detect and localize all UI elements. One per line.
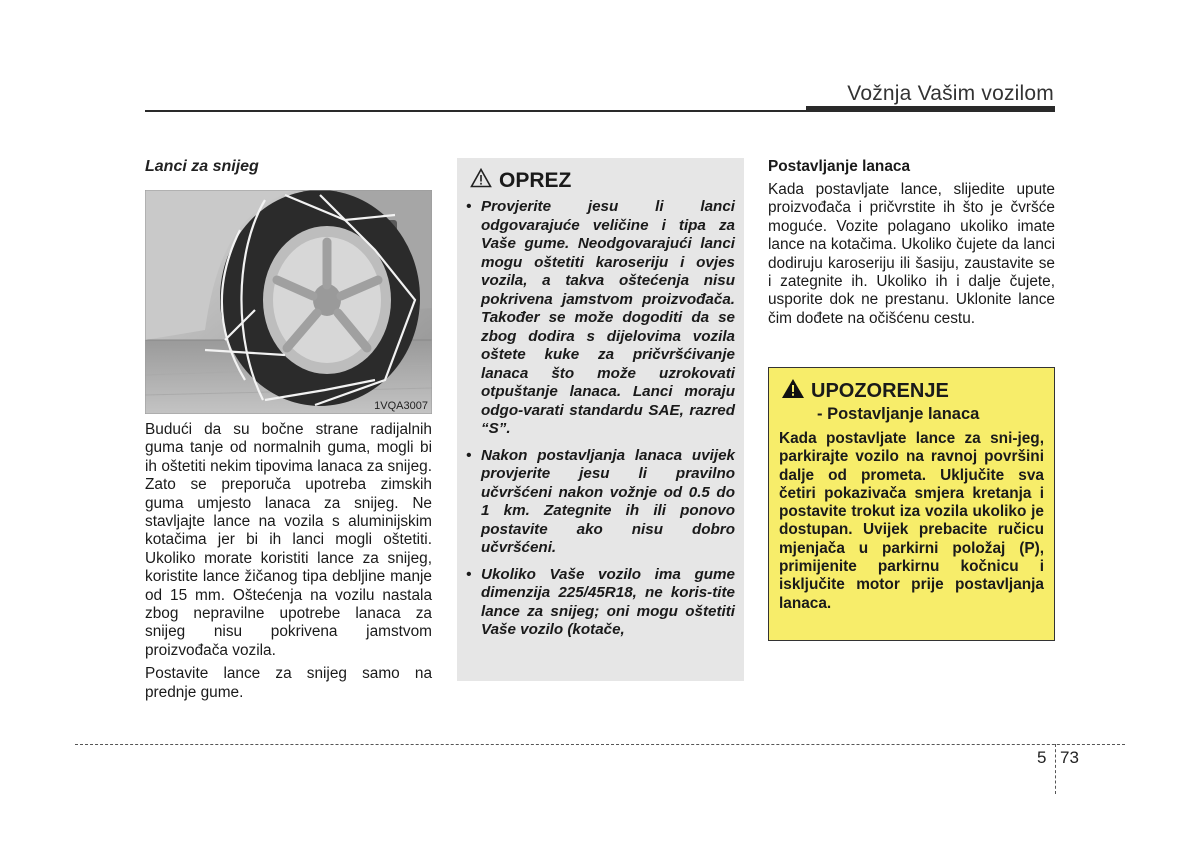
left-body xyxy=(145,421,432,707)
caution-item: • Ukoliko Vaše vozilo ima gume dimenzija 225/45R18, ne koris-tite lance za snijeg; oni mogu oštetiti Vaše vozilo (kotače, xyxy=(466,565,735,638)
warning-header xyxy=(781,378,1044,405)
caution-box xyxy=(457,158,744,681)
warning-triangle-icon xyxy=(781,378,805,405)
caution-triangle-icon xyxy=(470,168,492,194)
install-title: Postavljanje lanaca xyxy=(768,158,911,175)
caution-title: OPREZ xyxy=(499,169,572,192)
caution-item-text: Provjerite jesu li lanci odgovarajuće veličine i tipa za Vaše gume. Neodgovarajući lanci mogu oštetiti karoseriju i ovjes vozila, a takva oštećenja nisu pokrivena jamstvom proizvođača. Također se može dogoditi da se zbog dodira s dijelovima vozila oštete kuke za pričvršćivanje lanaca što može uzrokovati otpuštanje lanaca. Lanci moraju odgo-varati standardu SAE, razred “S”. xyxy=(481,198,735,437)
footer-vertical-divider xyxy=(1055,744,1056,794)
caution-header xyxy=(470,168,735,194)
snow-chain-figure xyxy=(145,190,432,414)
header-rule-accent xyxy=(806,106,1055,112)
warning-title: UPOZORENJE xyxy=(811,380,949,402)
warning-subtitle: - Postavljanje lanaca xyxy=(817,405,980,423)
page-header-title: Vožnja Vašim vozilom xyxy=(847,82,1054,105)
section-title: Lanci za snijeg xyxy=(145,158,259,175)
warning-box xyxy=(768,367,1055,641)
caution-item: • Provjerite jesu li lanci odgovarajuće veličine i tipa za Vaše gume. Neodgovarajući lanci mogu oštetiti karoseriju i ovjes vozila, a takva oštećenja nisu pokrivena jamstvom proizvođača. Također se može dogoditi da se zbog dodira s dijelovima vozila oštete kuke za pričvršćivanje lanaca što može uzrokovati otpuštanje lanaca. Lanci moraju odgo-varati standardu SAE, razred “S”. xyxy=(466,198,735,437)
tire-with-chain-illustration xyxy=(145,190,432,414)
caution-item-text: Ukoliko Vaše vozilo ima gume dimenzija 225/45R18, ne koris-tite lance za snijeg; oni mogu oštetiti Vaše vozilo (kotače, xyxy=(481,565,735,638)
chapter-number: 5 xyxy=(1037,748,1047,767)
install-paragraph: Kada postavljate lance, slijedite upute proizvođača i pričvrstite ih što je čvršće moguće. Vozite polagano ukoliko imate lance na kotačima. Ukoliko čujete da lanci dodiruju karoseriju ili šasiju, zaustavite se i zategnite ih. Ukoliko ih i dalje čujete, usporite dok ne prestanu. Uklonite lance čim dođete na očišćenu cestu. xyxy=(768,181,1055,327)
left-paragraph-1: Budući da su bočne strane radijalnih guma tanje od normalnih guma, mogli bi ih oštetiti nekim tipovima lanaca za snijeg. Zato se preporuča upotreba zimskih guma umjesto lanaca za snijeg. Ne stavljajte lance na vozila s aluminijskim kotačima jer bi ih lanci mogli oštetiti. Ukoliko morate koristiti lance za snijeg, koristite lance žičanog tipa debljine manje od 15 mm. Oštećenja na vozilu nastala zbog nepravilne upotrebe lanaca za snijeg nisu pokrivena jamstvom proizvođača vozila. xyxy=(145,421,432,659)
figure-label: 1VQA3007 xyxy=(374,400,428,412)
caution-list xyxy=(466,198,735,640)
page-number: 73 xyxy=(1060,748,1079,767)
caution-item-text: Nakon postavljanja lanaca uvijek provjerite jesu li pravilno učvršćeni nakon vožnje od 0.5 do 1 km. Zategnite ih ili ponovo postavite ako nisu dobro učvršćeni. xyxy=(481,446,735,556)
warning-text: Kada postavljate lance za sni-jeg, parkirajte vozilo na ravnoj površini dalje od prometa. Uključite sva četiri pokazivača smjera kretanja i postavite trokut iza vozila ukoliko je dostupan. Uvijek prebacite ručicu mjenjača u parkirni položaj (P), primijenite parkirnu kočnicu i isključite motor prije postavljanja lanaca. xyxy=(779,430,1044,612)
footer-divider xyxy=(75,744,1125,745)
caution-item: • Nakon postavljanja lanaca uvijek provjerite jesu li pravilno učvršćeni nakon vožnje od 0.5 do 1 km. Zategnite ih ili ponovo postavite ako nisu dobro učvršćeni. xyxy=(466,446,735,556)
left-paragraph-2: Postavite lance za snijeg samo na prednje gume. xyxy=(145,665,432,701)
install-body xyxy=(768,181,1055,328)
